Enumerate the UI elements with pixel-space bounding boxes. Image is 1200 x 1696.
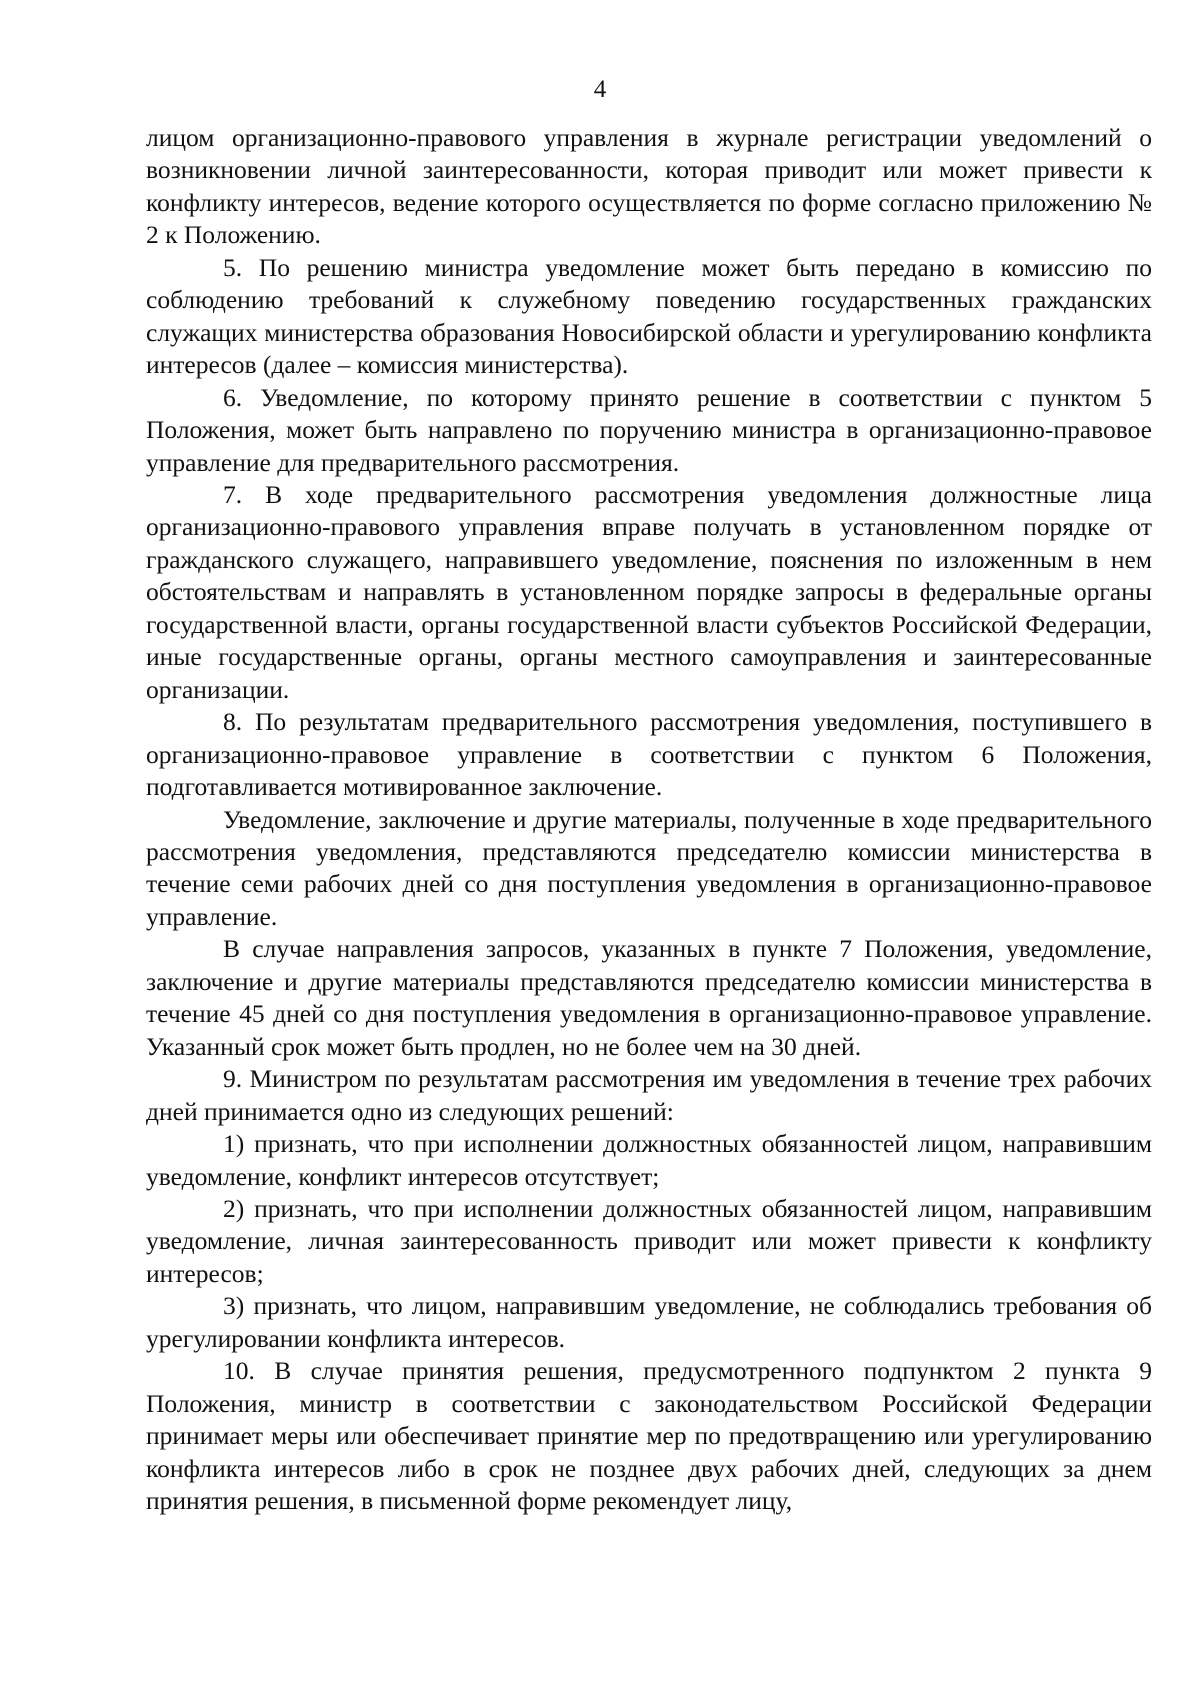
paragraph-item-9: 9. Министром по результатам рассмотрения им уведомления в течение трех рабочих дней принимается одно из следующих решений: — [146, 1064, 1152, 1126]
paragraph-item-8: 8. По результатам предварительного рассмотрения уведомления, поступившего в организационно-правовое управление в соответствии с пунктом 6 Положения, подготавливается мотивированное заключение. — [146, 707, 1152, 802]
paragraph-item-6: 6. Уведомление, по которому принято решение в соответствии с пунктом 5 Положения, может быть направлено по поручению министра в организационно-правовое управление для предварительного рассмотрения. — [146, 382, 1152, 477]
document-body — [146, 122, 1152, 1517]
paragraph-item-8-requests: В случае направления запросов, указанных в пункте 7 Положения, уведомление, заключение и другие материалы представляются председателю комиссии министерства в течение 45 дней со дня поступления уведомления в организационно-правовое управление. Указанный срок может быть продлен, но не более чем на 30 дней. — [146, 934, 1152, 1061]
paragraph-item-8-materials: Уведомление, заключение и другие материалы, полученные в ходе предварительного рассмотрения уведомления, представляются председателю комиссии министерства в течение семи рабочих дней со дня поступления уведомления в организационно-правовое управление. — [146, 804, 1152, 931]
paragraph-item-9-subitem-3: 3) признать, что лицом, направившим уведомление, не соблюдались требования об урегулировании конфликта интересов. — [146, 1291, 1152, 1353]
page-number: 4 — [593, 76, 607, 103]
paragraph-item-9-subitem-1: 1) признать, что при исполнении должностных обязанностей лицом, направившим уведомление, конфликт интересов отсутствует; — [146, 1129, 1152, 1191]
paragraph-item-5: 5. По решению министра уведомление может быть передано в комиссию по соблюдению требований к служебному поведению государственных гражданских служащих министерства образования Новосибирской области и урегулированию конфликта интересов (далее – комиссия министерства). — [146, 252, 1152, 380]
paragraph-continuation: лицом организационно-правового управления в журнале регистрации уведомлений о возникновении личной заинтересованности, которая приводит или может привести к конфликту интересов, ведение которого осуществляется по форме согласно приложению № 2 к Положению. — [146, 123, 1152, 250]
paragraph-item-7: 7. В ходе предварительного рассмотрения уведомления должностные лица организационно-правового управления вправе получать в установленном порядке от гражданского служащего, направившего уведомление, пояснения по изложенным в нем обстоятельствам и направлять в установленном порядке запросы в федеральные органы государственной власти, органы государственной власти субъектов Российской Федерации, иные государственные органы, органы местного самоуправления и заинтересованные организации. — [146, 479, 1152, 704]
paragraph-item-9-subitem-2: 2) признать, что при исполнении должностных обязанностей лицом, направившим уведомление, личная заинтересованность приводит или может привести к конфликту интересов; — [146, 1193, 1152, 1288]
paragraph-item-10: 10. В случае принятия решения, предусмотренного подпунктом 2 пункта 9 Положения, министр в соответствии с законодательством Российской Федерации принимает меры или обеспечивает принятие мер по предотвращению или урегулированию конфликта интересов либо в срок не позднее двух рабочих дней, следующих за днем принятия решения, в письменной форме рекомендует лицу, — [146, 1356, 1152, 1516]
